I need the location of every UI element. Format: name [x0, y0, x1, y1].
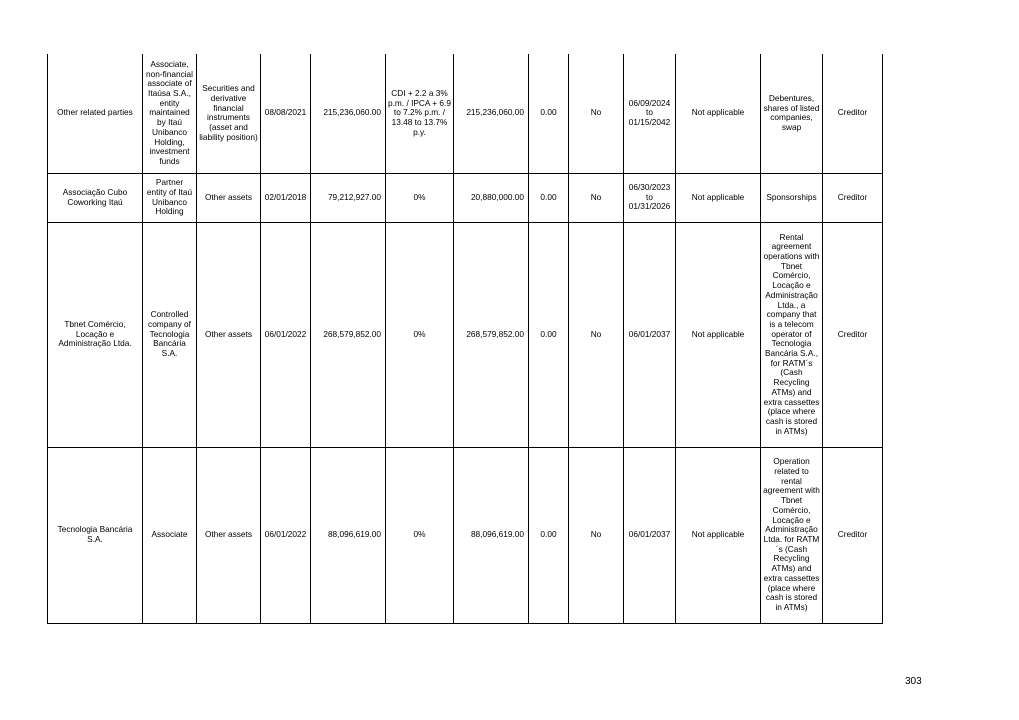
object-cell: Other assets — [197, 222, 261, 447]
transaction-date-cell: 06/01/2022 — [261, 447, 311, 623]
existing-balance-cell: 88,096,619.00 — [454, 447, 529, 623]
page-number: 303 — [905, 676, 922, 687]
interest-rate-cell: CDI + 2.2 a 3% p.m. / IPCA + 6.9 to 7.2% p.m. / 13.48 to 13.7% p.y. — [386, 54, 454, 173]
existing-balance-cell: 268,579,852.00 — [454, 222, 529, 447]
maturity-cell: 06/01/2037 — [624, 447, 676, 623]
nature-cell: Sponsorships — [761, 173, 823, 222]
relationship-cell: Controlled company of Tecnologia Bancária S.A. — [143, 222, 197, 447]
maturity-cell: 06/01/2037 — [624, 222, 676, 447]
maturity-cell: 06/09/2024 to 01/15/2042 — [624, 54, 676, 173]
transaction-date-cell: 02/01/2018 — [261, 173, 311, 222]
object-cell: Other assets — [197, 447, 261, 623]
counterparty-cell: Other related parties — [48, 54, 143, 173]
interest-rate-cell: 0% — [386, 222, 454, 447]
relationship-cell: Partner entity of Itaú Unibanco Holding — [143, 173, 197, 222]
not-applicable-cell: Not applicable — [676, 54, 761, 173]
amount-involved-cell: 215,236,060.00 — [311, 54, 386, 173]
amount-cell: 0.00 — [529, 222, 569, 447]
table-body — [48, 54, 883, 623]
existing-balance-cell: 20,880,000.00 — [454, 173, 529, 222]
amount-involved-cell: 88,096,619.00 — [311, 447, 386, 623]
counterparty-cell: Associação Cubo Coworking Itaú — [48, 173, 143, 222]
transaction-date-cell: 06/01/2022 — [261, 222, 311, 447]
nature-cell: Operation related to rental agreement with Tbnet Comércio, Locação e Administração Ltda. for RATM´s (Cash Recycling ATMs) and extra cassettes (place where cash is stored in ATMs) — [761, 447, 823, 623]
not-applicable-cell: Not applicable — [676, 173, 761, 222]
guarantee-cell: No — [569, 447, 624, 623]
amount-cell: 0.00 — [529, 173, 569, 222]
nature-cell: Rental agreement operations with Tbnet Comércio, Locação e Administração Ltda., a company that is a telecom operator of Tecnologia Bancária S.A., for RATM´s (Cash Recycling ATMs) and extra cassettes (place where cash is stored in ATMs) — [761, 222, 823, 447]
interest-rate-cell: 0% — [386, 447, 454, 623]
guarantee-cell: No — [569, 54, 624, 173]
amount-involved-cell: 268,579,852.00 — [311, 222, 386, 447]
counterparty-cell: Tecnologia Bancária S.A. — [48, 447, 143, 623]
nature-cell: Debentures, shares of listed companies, swap — [761, 54, 823, 173]
maturity-cell: 06/30/2023 to 01/31/2026 — [624, 173, 676, 222]
guarantee-cell: No — [569, 173, 624, 222]
related-party-transactions-table — [47, 54, 883, 624]
amount-cell: 0.00 — [529, 54, 569, 173]
position-cell: Creditor — [823, 54, 883, 173]
existing-balance-cell: 215,236,060.00 — [454, 54, 529, 173]
amount-cell: 0.00 — [529, 447, 569, 623]
amount-involved-cell: 79,212,927.00 — [311, 173, 386, 222]
position-cell: Creditor — [823, 222, 883, 447]
not-applicable-cell: Not applicable — [676, 222, 761, 447]
table-row — [48, 54, 883, 173]
position-cell: Creditor — [823, 173, 883, 222]
table-row — [48, 173, 883, 222]
interest-rate-cell: 0% — [386, 173, 454, 222]
transaction-date-cell: 08/08/2021 — [261, 54, 311, 173]
counterparty-cell: Tbnet Comércio, Locação e Administração Ltda. — [48, 222, 143, 447]
object-cell: Other assets — [197, 173, 261, 222]
guarantee-cell: No — [569, 222, 624, 447]
position-cell: Creditor — [823, 447, 883, 623]
object-cell: Securities and derivative financial instruments (asset and liability position) — [197, 54, 261, 173]
relationship-cell: Associate — [143, 447, 197, 623]
not-applicable-cell: Not applicable — [676, 447, 761, 623]
relationship-cell: Associate, non-financial associate of Itaúsa S.A., entity maintained by Itaú Unibanco Holding, investment funds — [143, 54, 197, 173]
table-row — [48, 222, 883, 447]
table-row — [48, 447, 883, 623]
